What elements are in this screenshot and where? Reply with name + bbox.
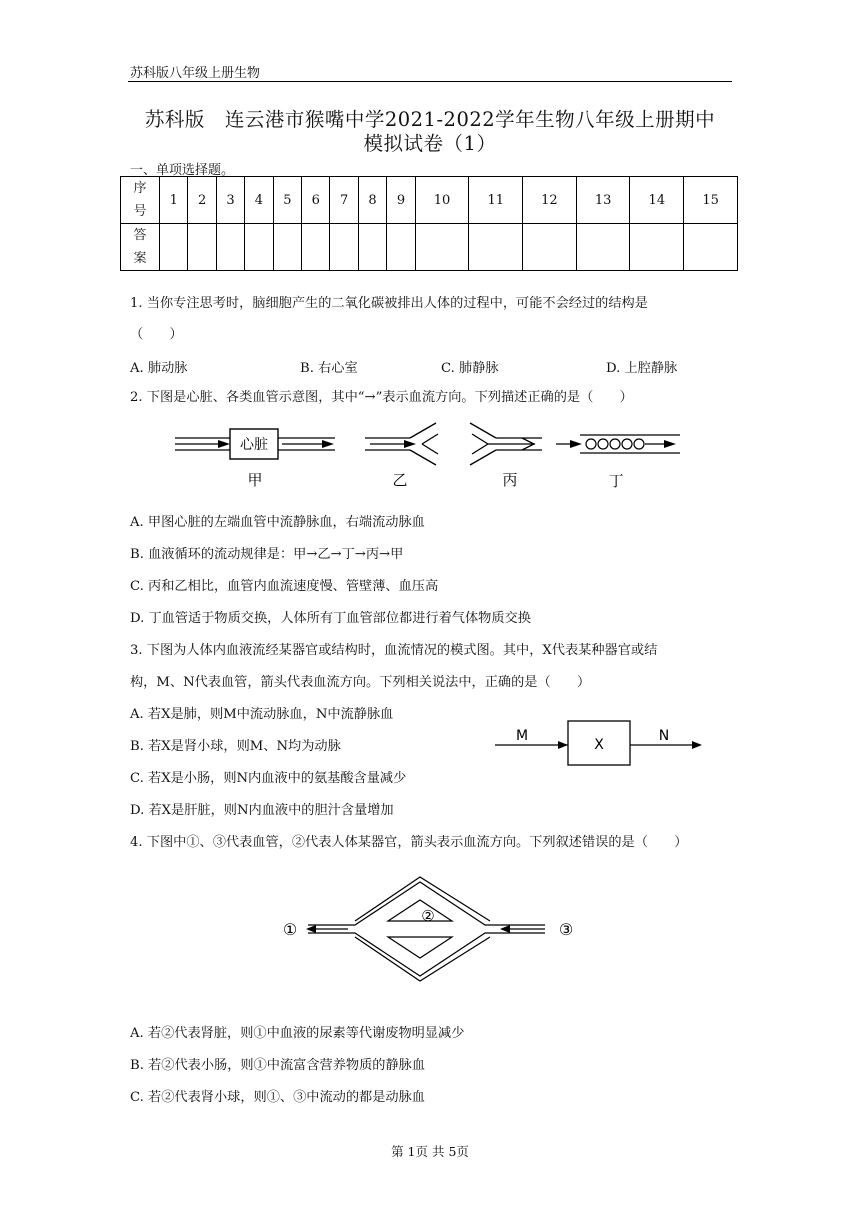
question-number-cell: 14 [630, 177, 684, 224]
q4-stem: 4. 下图中①、③代表血管，②代表人体某器官，箭头表示血流方向。下列叙述错误的是（ ） [130, 835, 688, 850]
q4-figure [270, 872, 590, 992]
header-rule [128, 81, 732, 82]
answer-cell[interactable] [216, 224, 244, 271]
q2-option-d: D. 丁血管适于物质交换，人体所有丁血管部位都进行着气体物质交换 [130, 611, 531, 626]
organ-x-label: X [594, 737, 604, 753]
page-title-line2: 模拟试卷（1） [363, 132, 497, 155]
answer-cell[interactable] [188, 224, 216, 271]
q2-option-c: C. 丙和乙相比，血管内血流速度慢、管壁薄、血压高 [130, 579, 439, 594]
q3-stem-line2: 构，M、N代表血管，箭头代表血流方向。下列相关说法中，正确的是（ ） [130, 675, 591, 690]
question-number-cell: 1 [160, 177, 188, 224]
answer-cell[interactable] [387, 224, 415, 271]
q4-option-a: A. 若②代表肾脏，则①中血液的尿素等代谢废物明显减少 [130, 1026, 465, 1041]
q2-option-a: A. 甲图心脏的左端血管中流静脉血，右端流动脉血 [130, 515, 425, 530]
question-number-cell: 15 [684, 177, 738, 224]
page-footer: 第 1页 共 5页 [391, 1144, 469, 1159]
label-jia: 甲 [247, 471, 263, 489]
q1-options [130, 357, 730, 377]
q1-option-a: A. 肺动脉 [130, 361, 188, 376]
label-bing: 丙 [502, 471, 518, 489]
q1-stem-line2: （ ） [130, 327, 183, 342]
question-number-cell: 9 [387, 177, 415, 224]
answer-cell[interactable] [415, 224, 469, 271]
question-number-cell: 3 [216, 177, 244, 224]
table-row-numbers [121, 177, 738, 224]
heart-label: 心脏 [240, 437, 268, 453]
answer-cell[interactable] [630, 224, 684, 271]
running-header: 苏科版八年级上册生物 [130, 66, 261, 81]
organ-2-label: ② [421, 907, 435, 925]
q4-option-c: C. 若②代表肾小球，则①、③中流动的都是动脉血 [130, 1090, 425, 1105]
question-number-cell: 4 [245, 177, 273, 224]
q2-stem: 2. 下图是心脏、各类血管示意图，其中“→”表示血流方向。下列描述正确的是（ ） [130, 390, 633, 405]
answer-cell[interactable] [684, 224, 738, 271]
question-number-cell: 2 [188, 177, 216, 224]
question-number-cell: 7 [330, 177, 358, 224]
q3-option-c: C. 若X是小肠，则N内血液中的氨基酸含量减少 [130, 771, 407, 786]
answer-table [120, 176, 738, 271]
label-yi: 乙 [392, 471, 408, 489]
q3-option-b: B. 若X是肾小球，则M、N均为动脉 [130, 739, 341, 754]
vessel-m-label: M [515, 728, 529, 744]
heart-diagram [175, 429, 335, 489]
question-number-cell: 6 [302, 177, 330, 224]
q3-option-d: D. 若X是肝脏，则N内血液中的胆汁含量增加 [130, 803, 394, 818]
question-number-cell: 5 [273, 177, 301, 224]
answer-cell[interactable] [469, 224, 523, 271]
page-title-line1: 苏科版 连云港市猴嘴中学2021-2022学年生物八年级上册期中 [144, 108, 716, 131]
vessel-1-label: ① [282, 920, 298, 939]
q1-option-d: D. 上腔静脉 [606, 361, 678, 376]
q2-option-b: B. 血液循环的流动规律是：甲→乙→丁→丙→甲 [130, 547, 404, 562]
question-number-cell: 13 [576, 177, 630, 224]
row-label-number: 序 号 [121, 177, 160, 224]
question-number-cell: 8 [358, 177, 386, 224]
answer-cell[interactable] [160, 224, 188, 271]
q1-option-c: C. 肺静脉 [441, 361, 499, 376]
answer-cell[interactable] [576, 224, 630, 271]
question-number-cell: 10 [415, 177, 469, 224]
question-number-cell: 11 [469, 177, 523, 224]
answer-cell[interactable] [523, 224, 577, 271]
question-number-cell: 12 [523, 177, 577, 224]
row-label-answer: 答 案 [121, 224, 160, 271]
capillary-diagram [556, 435, 680, 490]
label-ding: 丁 [608, 472, 624, 490]
q3-option-a: A. 若X是肺，则M中流动脉血，N中流静脉血 [130, 707, 394, 722]
section-heading: 一、单项选择题。 [130, 163, 235, 178]
answer-cell[interactable] [358, 224, 386, 271]
q1-stem-line1: 1. 当你专注思考时，脑细胞产生的二氧化碳被排出人体的过程中，可能不会经过的结构是 [130, 296, 648, 311]
vessel-3-label: ③ [558, 920, 574, 939]
vessel-n-label: N [658, 728, 670, 744]
q3-stem-line1: 3. 下图为人体内血液流经某器官或结构时，血流情况的模式图。其中，X代表某种器官或结 [130, 643, 658, 658]
vessel-bing-diagram [470, 423, 542, 489]
vessel-yi-diagram [365, 423, 438, 489]
q4-option-b: B. 若②代表小肠，则①中流富含营养物质的静脉血 [130, 1058, 426, 1073]
q3-figure [492, 716, 707, 772]
table-row-answers [121, 224, 738, 271]
answer-cell[interactable] [273, 224, 301, 271]
answer-cell[interactable] [330, 224, 358, 271]
q1-option-b: B. 右心室 [300, 361, 358, 376]
q2-figure [160, 420, 700, 500]
answer-cell[interactable] [302, 224, 330, 271]
answer-cell[interactable] [245, 224, 273, 271]
